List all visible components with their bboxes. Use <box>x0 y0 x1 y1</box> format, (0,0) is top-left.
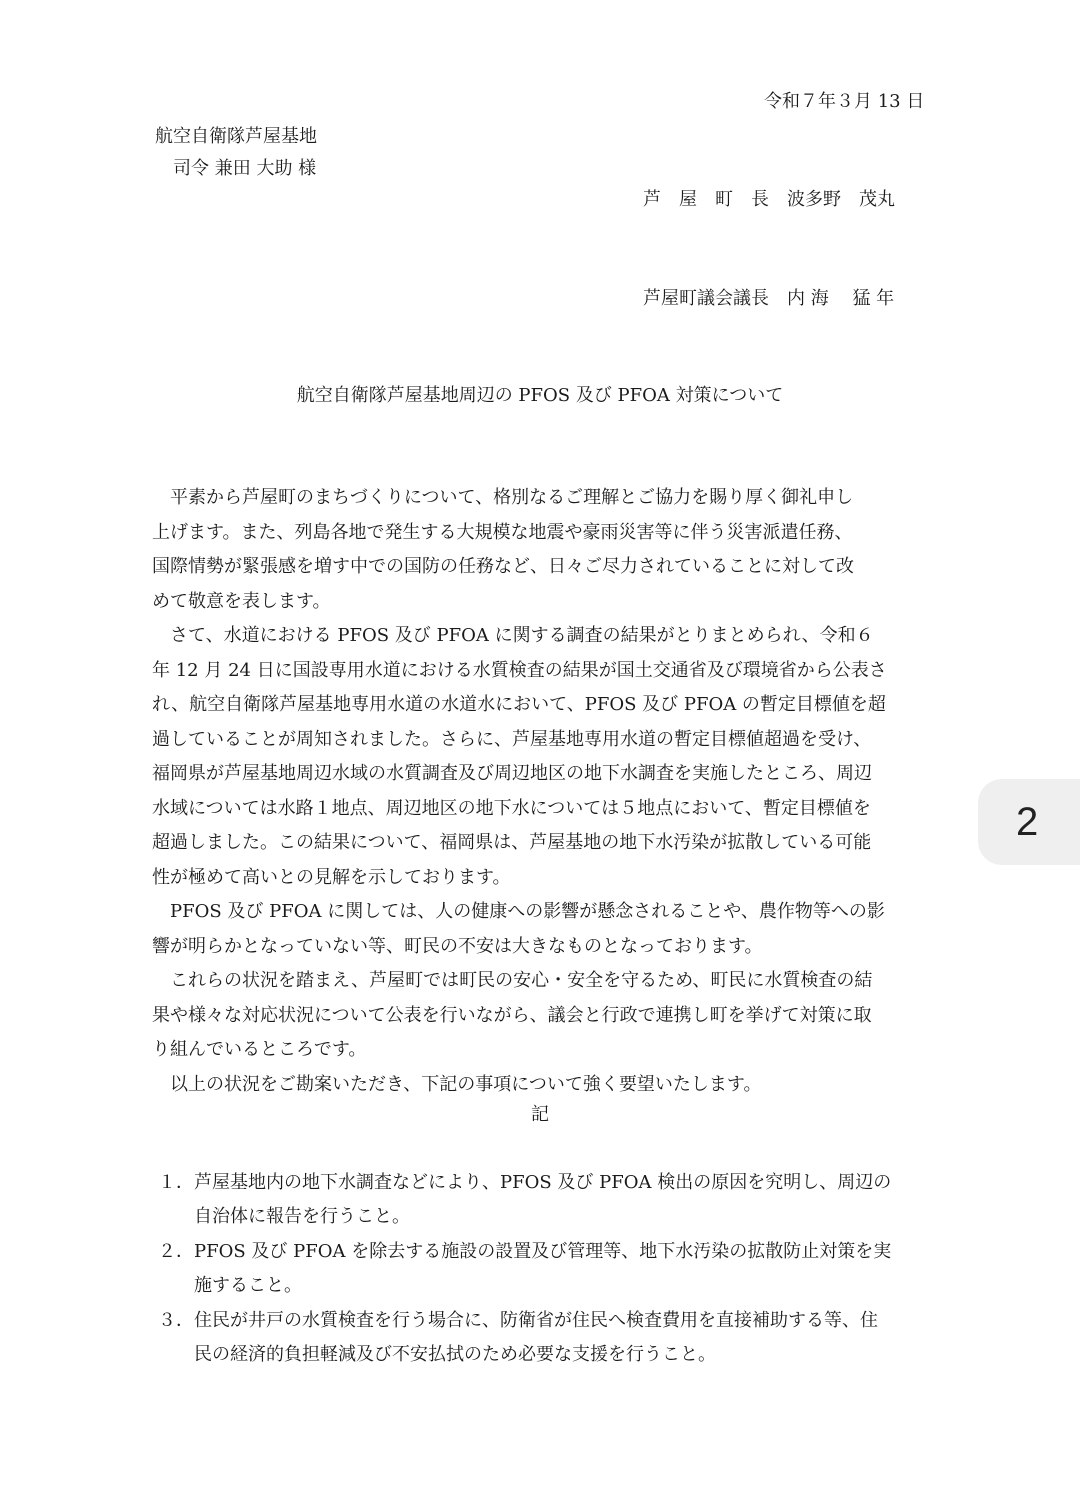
request-number: １． <box>158 1172 194 1193</box>
request-item <box>152 1166 932 1234</box>
body-line: 超過しました。この結果について、福岡県は、芦屋基地の地下水汚染が拡散している可能 <box>152 832 872 853</box>
body-line: 国際情勢が緊張感を増す中での国防の任務など、日々ご尽力されていることに対して改 <box>152 556 854 577</box>
request-text-line: 芦屋基地内の地下水調査などにより、PFOS 及び PFOA 検出の原因を究明し、周辺の <box>194 1172 892 1193</box>
request-text-line: 住民が井戸の水質検査を行う場合に、防衛省が住民へ検査費用を直接補助する等、住 <box>194 1310 878 1331</box>
request-text-line: 自治体に報告を行うこと。 <box>194 1206 410 1227</box>
body-line: これらの状況を踏まえ、芦屋町では町民の安心・安全を守るため、町民に水質検査の結 <box>152 970 873 991</box>
body-line: り組んでいるところです。 <box>152 1039 367 1060</box>
body-line: めて敬意を表します。 <box>152 590 331 612</box>
body-line: 平素から芦屋町のまちづくりについて、格別なるご理解とご協力を賜り厚く御礼申し <box>152 487 854 508</box>
letter-date: 令和７年３月 13 日 <box>764 91 925 112</box>
request-text-line: 民の経済的負担軽減及び不安払拭のため必要な支援を行うこと。 <box>194 1344 716 1365</box>
page-number-indicator[interactable] <box>978 779 1080 865</box>
letter-body <box>152 481 927 1102</box>
ki-heading: 記 <box>531 1104 549 1125</box>
recipient-organization: 航空自衛隊芦屋基地 <box>155 126 317 147</box>
letter-subject: 航空自衛隊芦屋基地周辺の PFOS 及び PFOA 対策について <box>296 385 784 406</box>
body-line: 上げます。また、列島各地で発生する大規模な地震や豪雨災害等に伴う災害派遣任務、 <box>152 521 853 543</box>
request-item <box>152 1235 932 1303</box>
body-line: 過していることが周知されました。さらに、芦屋基地専用水道の暫定目標値超過を受け、 <box>152 728 872 750</box>
body-line: 性が極めて高いとの見解を示しております。 <box>152 866 511 888</box>
body-line: 果や様々な対応状況について公表を行いながら、議会と行政で連携し町を挙げて対策に取 <box>152 1004 872 1026</box>
body-line: 水域については水路１地点、周辺地区の地下水については５地点において、暫定目標値を <box>152 797 871 819</box>
request-text-line: PFOS 及び PFOA を除去する施設の設置及び管理等、地下水汚染の拡散防止対策を実 <box>194 1241 892 1262</box>
request-list <box>152 1166 932 1373</box>
body-line: さて、水道における PFOS 及び PFOA に関する調査の結果がとりまとめられ、令和６ <box>152 625 874 646</box>
request-item <box>152 1304 932 1372</box>
body-line: 響が明らかとなっていない等、町民の不安は大きなものとなっております。 <box>152 935 763 957</box>
recipient-name: 司令 兼田 大助 様 <box>173 158 317 179</box>
body-line: PFOS 及び PFOA に関しては、人の健康への影響が懸念されることや、農作物等への影 <box>152 901 885 922</box>
request-number: ３． <box>158 1310 194 1331</box>
body-line: 以上の状況をご勘案いただき、下記の事項について強く要望いたします。 <box>152 1073 762 1095</box>
body-line: 年 12 月 24 日に国設専用水道における水質検査の結果が国土交通省及び環境省から公表さ <box>152 659 887 681</box>
sender-council-chair: 芦屋町議会議長 内 海 猛 年 <box>643 288 895 309</box>
body-line: 福岡県が芦屋基地周辺水域の水質調査及び周辺地区の地下水調査を実施したところ、周辺 <box>152 763 872 784</box>
sender-mayor: 芦 屋 町 長 波多野 茂丸 <box>643 189 895 210</box>
request-text-line: 施すること。 <box>194 1275 302 1296</box>
page-number: 2 <box>1016 799 1039 844</box>
request-number: ２． <box>158 1241 194 1262</box>
body-line: れ、航空自衛隊芦屋基地専用水道の水道水において、PFOS 及び PFOA の暫定目標値を超 <box>152 694 886 715</box>
